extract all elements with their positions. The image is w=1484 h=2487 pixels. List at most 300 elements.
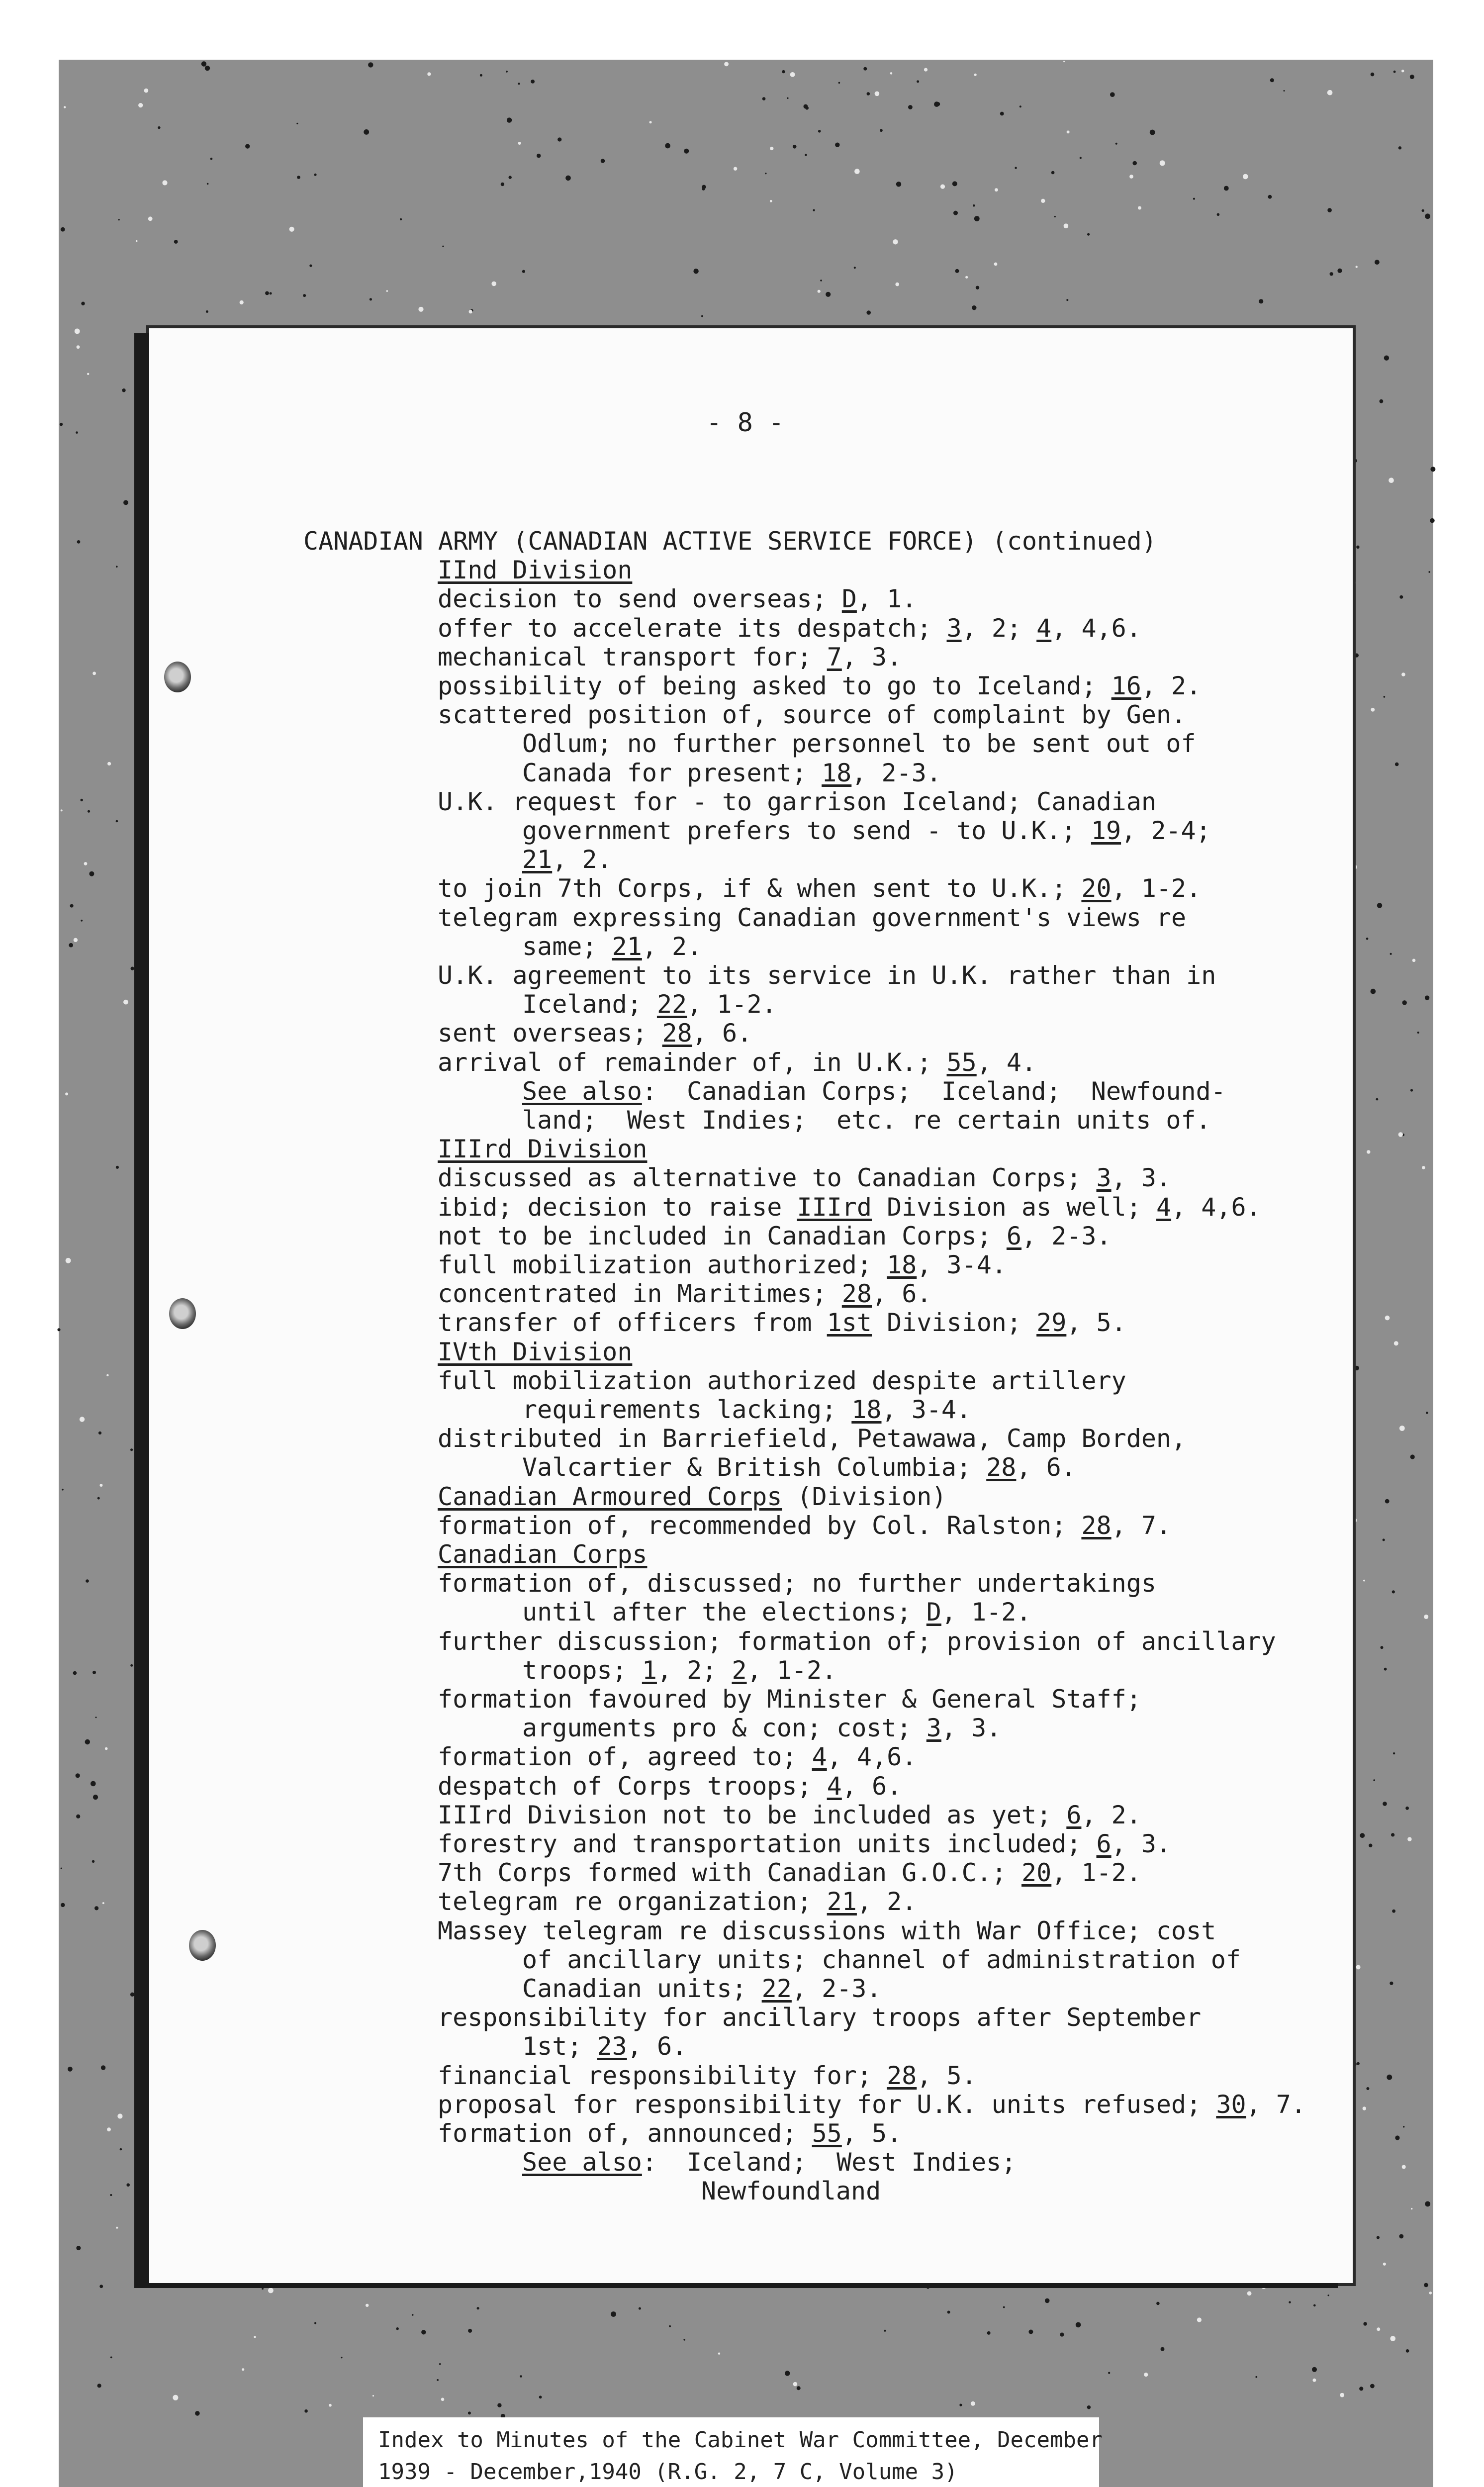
index-entry-line [438, 2004, 1201, 2031]
entry-text: Canadian units; [522, 1974, 762, 2003]
speck [718, 2284, 720, 2286]
index-entry-line [522, 1396, 971, 1424]
underlined-reference: 4 [812, 1742, 827, 1772]
speck [60, 423, 63, 426]
speck [537, 154, 541, 158]
speck [1284, 90, 1285, 92]
speck [1367, 1150, 1370, 1153]
speck [468, 2411, 471, 2414]
speck [123, 500, 128, 505]
entry-text: , 2. [552, 845, 612, 874]
underlined-reference: 28 [662, 1019, 692, 1048]
index-entry-line [438, 1425, 1186, 1452]
speck [539, 2395, 542, 2398]
entry-text: ibid; decision to raise [438, 1192, 797, 1222]
entry-text: , 7. [1246, 2090, 1306, 2119]
speck [1393, 1752, 1395, 1754]
speck [106, 1374, 108, 1376]
speck [74, 938, 78, 942]
entry-text: same; [522, 932, 612, 961]
speck [254, 2336, 256, 2338]
index-entry-line [438, 1569, 1156, 1597]
index-caption-line-2: 1939 - December,1940 (R.G. 2, 7 C, Volume 3) [378, 2459, 958, 2485]
index-entry-line [438, 2119, 902, 2147]
speck [785, 2371, 790, 2376]
speck [1197, 2317, 1202, 2322]
speck [61, 1868, 62, 1869]
speck [1129, 175, 1133, 179]
index-entry-line [438, 1888, 917, 1915]
speck [1392, 1590, 1395, 1593]
index-entry-line [438, 904, 1186, 932]
entry-text: , 6. [872, 1279, 932, 1309]
entry-text: 1st; [522, 2032, 597, 2061]
speck [480, 74, 482, 77]
entry-text: Canada for present; [522, 758, 822, 787]
speck [557, 137, 561, 141]
speck [1410, 75, 1414, 79]
speck [893, 239, 898, 244]
speck [1377, 2327, 1380, 2331]
speck [1328, 2295, 1329, 2296]
speck [508, 176, 511, 179]
speck [1028, 2330, 1033, 2334]
speck [135, 1538, 141, 1543]
entry-text: , 5. [1066, 1308, 1126, 1338]
speck [1389, 478, 1394, 483]
speck [107, 762, 111, 765]
speck [1363, 2106, 1366, 2110]
speck [875, 92, 880, 96]
entry-text: , 1-2. [941, 1598, 1031, 1627]
speck [122, 388, 125, 392]
entry-text: , 2. [642, 932, 702, 961]
entry-text: , 1-2. [687, 990, 777, 1019]
speck [93, 1671, 96, 1674]
speck [143, 952, 147, 956]
speck [102, 1902, 104, 1904]
speck [805, 106, 809, 110]
speck [501, 183, 504, 186]
speck [1399, 1426, 1405, 1431]
speck [955, 269, 959, 273]
index-entry-line [438, 1743, 917, 1771]
underlined-reference: 21 [522, 845, 553, 874]
speck [368, 62, 373, 67]
speck [884, 2330, 886, 2332]
speck [1355, 654, 1359, 658]
speck [89, 871, 94, 876]
speck [522, 270, 525, 273]
underlined-reference: 22 [656, 990, 687, 1019]
speck [1363, 1580, 1365, 1582]
speck [77, 345, 80, 349]
speck [693, 269, 698, 274]
speck [1064, 223, 1069, 228]
index-entry-line [438, 2062, 977, 2090]
speck [1422, 209, 1424, 212]
speck [98, 1432, 101, 1435]
underlined-reference: 20 [1021, 1858, 1052, 1888]
speck [84, 862, 88, 865]
speck [1398, 1132, 1403, 1137]
speck [93, 671, 96, 675]
entry-text: , 4. [976, 1048, 1037, 1077]
speck [1425, 213, 1430, 219]
speck [81, 302, 85, 305]
speck [1150, 130, 1155, 135]
underlined-reference: See also [522, 2148, 642, 2177]
entry-text: troops; [522, 1655, 642, 1685]
underlined-reference: 6 [1006, 1221, 1022, 1250]
speck [242, 2368, 244, 2371]
speck [174, 240, 178, 244]
index-entry-line [438, 1917, 1216, 1945]
underlined-reference: 55 [812, 2119, 842, 2148]
underlined-reference: 1 [642, 1655, 657, 1685]
speck [396, 2327, 399, 2330]
index-entry-line [522, 1656, 836, 1684]
speck [1087, 233, 1090, 236]
speck [1312, 2367, 1317, 2372]
speck [565, 176, 571, 181]
index-entry-line [438, 1049, 1036, 1076]
speck [68, 2067, 73, 2072]
speck [518, 83, 520, 85]
speck [1020, 105, 1021, 107]
speck [141, 1831, 145, 1835]
speck [314, 174, 317, 176]
speck [1430, 518, 1434, 523]
speck [1369, 1844, 1372, 1847]
speck [205, 66, 210, 71]
speck [131, 967, 134, 970]
entry-text: U.K. agreement to its service in U.K. rather than in [438, 961, 1216, 990]
speck [940, 185, 945, 189]
speck [1417, 1032, 1419, 1034]
entry-text: , 6. [841, 1771, 902, 1801]
speck [1354, 1366, 1359, 1370]
underlined-reference: 22 [761, 1974, 792, 2003]
speck [116, 566, 118, 568]
speck [144, 89, 149, 93]
speck [1217, 213, 1220, 216]
speck [1395, 2135, 1399, 2140]
speck [1410, 1454, 1415, 1459]
speck [1076, 2322, 1081, 2328]
index-entry-line [438, 614, 1141, 642]
speck [1375, 260, 1380, 265]
underlined-reference: 3 [946, 613, 962, 643]
index-entry-line [522, 1106, 1211, 1134]
speck [1390, 2336, 1395, 2341]
speck [1247, 2291, 1252, 2296]
speck [1385, 1316, 1390, 1321]
underlined-reference: 16 [1111, 671, 1141, 700]
speck [866, 310, 871, 315]
speck [201, 61, 206, 66]
underlined-reference: 18 [851, 1395, 882, 1424]
entry-text: responsibility for ancillary troops after September [438, 2003, 1202, 2032]
entry-text: , 3-4. [881, 1395, 972, 1424]
entry-text: Division as well; [871, 1192, 1156, 1222]
entry-text: , 2; [656, 1655, 732, 1685]
page-number: - 8 - [706, 408, 784, 438]
speck [1313, 2304, 1316, 2307]
entry-text: , 6. [1016, 1453, 1076, 1482]
index-entry-line [438, 1801, 1141, 1829]
speck [854, 267, 856, 269]
speck [934, 101, 939, 107]
entry-text: formation of, announced; [438, 2119, 812, 2148]
entry-text: , 5. [917, 2061, 977, 2090]
index-entry-line [438, 1309, 1126, 1337]
underlined-reference: Canadian Armoured Corps [438, 1482, 782, 1511]
speck [762, 97, 766, 100]
speck [418, 307, 423, 312]
speck [1060, 2333, 1064, 2337]
speck [1356, 546, 1359, 549]
speck [818, 290, 821, 293]
entry-text: , 4,6. [1051, 613, 1141, 643]
entry-text: formation of, discussed; no further undertakings [438, 1569, 1156, 1598]
entry-text: despatch of Corps troops; [438, 1771, 827, 1801]
speck [1243, 174, 1248, 180]
speck [1371, 708, 1375, 712]
speck [1390, 953, 1392, 955]
speck [867, 92, 870, 96]
speck [93, 1795, 98, 1800]
speck [116, 1166, 119, 1169]
speck [130, 1448, 133, 1451]
speck [1384, 356, 1389, 361]
speck [497, 2403, 501, 2407]
speck [1193, 198, 1195, 200]
entry-text: arrival of remainder of, in U.K.; [438, 1048, 947, 1077]
speck [1401, 672, 1405, 676]
speck [995, 188, 998, 191]
speck [770, 147, 773, 150]
speck [1132, 161, 1137, 166]
speck [99, 1484, 102, 1487]
speck [97, 2384, 101, 2388]
speck [1402, 2165, 1406, 2169]
entry-text: requirements lacking; [522, 1395, 852, 1424]
speck [1371, 73, 1375, 77]
speck [1412, 959, 1416, 962]
entry-text: Iceland; [522, 990, 657, 1019]
speck [372, 2395, 374, 2396]
speck [386, 290, 388, 292]
speck [1410, 1089, 1413, 1091]
speck [477, 2307, 479, 2309]
entry-text: : Canadian Corps; Iceland; Newfound- [642, 1076, 1226, 1106]
entry-text: telegram expressing Canadian government's views re [438, 903, 1187, 932]
speck [1259, 299, 1263, 303]
speck [1363, 2322, 1367, 2325]
speck [130, 1664, 133, 1667]
speck [1340, 2393, 1344, 2397]
speck [863, 67, 867, 71]
entry-text: telegram re organization; [438, 1887, 827, 1916]
speck [81, 920, 83, 922]
index-entry-line [303, 527, 1157, 555]
speck [1383, 1802, 1387, 1806]
index-entry-line [522, 846, 612, 873]
speck [1067, 130, 1070, 133]
entry-text: forestry and transportation units included; [438, 1829, 1097, 1858]
speck [468, 2329, 472, 2333]
speck [1327, 90, 1333, 96]
speck [1041, 199, 1045, 203]
speck [820, 280, 822, 282]
speck [101, 2065, 105, 2070]
speck [1401, 70, 1404, 72]
speck [1405, 1807, 1409, 1810]
speck [1383, 2263, 1386, 2266]
speck [1384, 696, 1386, 698]
underlined-reference: 4 [1036, 613, 1052, 643]
index-entry-line [438, 1483, 947, 1511]
speck [1045, 2298, 1050, 2303]
speck [1359, 2387, 1363, 2391]
speck [265, 291, 269, 295]
speck [92, 1860, 94, 1863]
speck [437, 2379, 439, 2381]
speck [297, 176, 300, 179]
entry-text: arguments pro & con; cost; [522, 1714, 927, 1743]
entry-text: financial responsibility for; [438, 2061, 887, 2090]
underlined-reference: 18 [887, 1250, 917, 1279]
entry-text: concentrated in Maritimes; [438, 1279, 842, 1309]
entry-text: land; West Indies; etc. re certain units of. [522, 1106, 1211, 1135]
index-entry-line [522, 1598, 1031, 1626]
entry-text: of ancillary units; channel of administration of [522, 1945, 1241, 1974]
speck [896, 182, 901, 187]
entry-text: , 7. [1111, 1511, 1172, 1540]
speck [959, 2404, 962, 2406]
speck [908, 105, 913, 109]
speck [1430, 467, 1435, 472]
speck [77, 540, 81, 544]
speck [1144, 2373, 1148, 2377]
speck [262, 2288, 264, 2290]
index-entry-line [438, 1859, 1141, 1887]
speck [917, 80, 919, 83]
speck [665, 143, 670, 149]
speck [76, 431, 78, 434]
speck [1252, 2283, 1257, 2288]
speck [64, 106, 66, 108]
speck [531, 80, 535, 84]
speck [1399, 595, 1403, 599]
speck [1000, 112, 1004, 116]
speck [421, 2330, 426, 2334]
speck [400, 218, 402, 220]
index-entry-line [438, 1222, 1112, 1250]
index-entry-line [522, 1077, 1226, 1105]
index-entry-line [522, 1975, 881, 2003]
speck [1356, 266, 1358, 268]
underlined-reference: IInd Division [438, 556, 633, 585]
speck [826, 292, 831, 297]
speck [86, 1579, 89, 1583]
entry-text: mechanical transport for; [438, 642, 827, 671]
speck [105, 1747, 108, 1750]
speck [1428, 571, 1430, 573]
entry-text: (Division) [782, 1482, 947, 1511]
entry-text: until after the elections; [522, 1598, 927, 1627]
underlined-reference: 19 [1091, 816, 1121, 845]
speck [162, 180, 167, 185]
speck [1015, 167, 1017, 169]
speck [1087, 2405, 1091, 2409]
speck [793, 145, 797, 149]
speck [1373, 1779, 1375, 1781]
speck [838, 82, 840, 84]
speck [765, 173, 766, 174]
entry-text: Odlum; no further personnel to be sent out of [522, 729, 1196, 759]
entry-text: Valcartier & British Columbia; [522, 1453, 987, 1482]
speck [427, 72, 431, 76]
speck [1407, 1837, 1411, 1841]
speck [1406, 2349, 1409, 2353]
entry-text: : Iceland; West Indies; [642, 2148, 1017, 2177]
speck [971, 2401, 975, 2406]
speck [341, 2357, 342, 2358]
speck [1383, 1538, 1385, 1541]
speck [141, 2126, 144, 2128]
speck [718, 2353, 720, 2355]
speck [1384, 1668, 1387, 1671]
entry-text: , 2-3. [791, 1974, 882, 2003]
speck [965, 276, 968, 279]
speck [1066, 299, 1068, 301]
speck [1425, 2201, 1430, 2207]
underlined-reference: 55 [946, 1048, 977, 1077]
underlined-reference: 21 [827, 1887, 857, 1916]
speck [684, 149, 689, 154]
index-entry-line [438, 556, 632, 584]
speck [1063, 61, 1065, 62]
speck [974, 216, 980, 221]
speck [1403, 2126, 1404, 2127]
entry-text: , 3. [1111, 1829, 1172, 1858]
entry-text: , 2. [856, 1887, 917, 1916]
speck [62, 1489, 64, 1491]
entry-text: , 2-3. [1021, 1221, 1112, 1250]
underlined-reference: 30 [1216, 2090, 1246, 2119]
underlined-reference: See also [522, 1076, 642, 1106]
speck [880, 129, 883, 132]
speck [813, 209, 815, 211]
entry-text: , 6. [627, 2032, 687, 2061]
underlined-reference: 28 [887, 2061, 917, 2090]
speck [1289, 2301, 1291, 2303]
speck [1394, 1341, 1398, 1345]
speck [139, 1992, 141, 1994]
index-entry-line [438, 1627, 1276, 1655]
speck [117, 2113, 122, 2118]
speck [1377, 2236, 1380, 2239]
entry-text: , 1. [856, 584, 917, 614]
speck [1357, 2062, 1360, 2065]
speck [1356, 1965, 1361, 1969]
speck [366, 2304, 369, 2307]
entry-text: U.K. request for - to garrison Iceland; Canadian [438, 787, 1156, 816]
speck [854, 169, 860, 174]
speck [1402, 1000, 1407, 1005]
